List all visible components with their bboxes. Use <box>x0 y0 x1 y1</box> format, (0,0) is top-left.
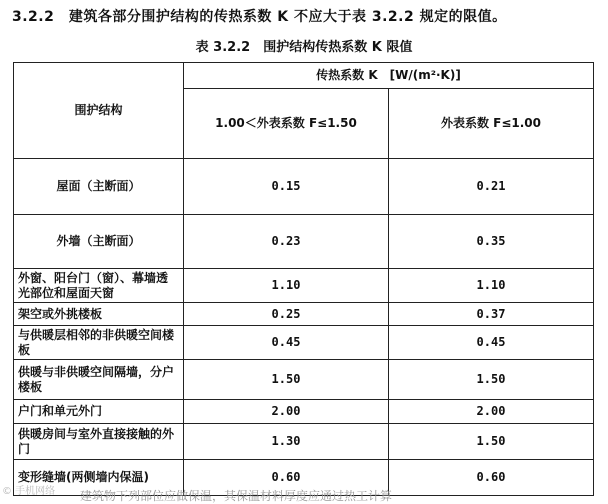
header-f-range: 1.00＜外表系数 F≤1.50 <box>184 89 389 159</box>
table-row <box>14 159 594 215</box>
k-value-b: 2.00 <box>389 400 594 424</box>
section-heading: 3.2.2 建筑各部分围护结构的传热系数 K 不应大于表 3.2.2 规定的限值。 <box>12 9 507 25</box>
table-row <box>14 269 594 303</box>
structure-name: 架空或外挑楼板 <box>14 303 184 326</box>
k-value-a: 1.10 <box>184 269 389 303</box>
table-row <box>14 360 594 400</box>
header-structure: 围护结构 <box>14 63 184 159</box>
table-row <box>14 326 594 360</box>
k-value-a: 0.25 <box>184 303 389 326</box>
structure-name: 供暖房间与室外直接接触的外门 <box>14 424 184 460</box>
k-value-b: 0.45 <box>389 326 594 360</box>
k-value-b: 0.35 <box>389 215 594 269</box>
k-value-a: 0.23 <box>184 215 389 269</box>
structure-name: 与供暖层相邻的非供暖空间楼板 <box>14 326 184 360</box>
k-value-a: 0.60 <box>184 460 389 496</box>
table-caption: 表 3.2.2 围护结构传热系数 K 限值 <box>195 40 413 55</box>
k-value-b: 1.50 <box>389 360 594 400</box>
structure-name: 外窗、阳台门（窗）、幕墙透光部位和屋面天窗 <box>14 269 184 303</box>
k-value-b: 0.21 <box>389 159 594 215</box>
heat-transfer-table <box>13 62 594 496</box>
k-value-a: 0.45 <box>184 326 389 360</box>
header-k: 传热系数 K [W/(m²·K)] <box>184 63 594 89</box>
structure-name: 屋面（主断面） <box>14 159 184 215</box>
structure-name: 变形缝墙(两侧墙内保温) <box>14 460 184 496</box>
table-row <box>14 303 594 326</box>
structure-name: 供暖与非供暖空间隔墙，分户楼板 <box>14 360 184 400</box>
table-row <box>14 400 594 424</box>
k-value-b: 0.37 <box>389 303 594 326</box>
k-value-a: 1.50 <box>184 360 389 400</box>
header-f-low: 外表系数 F≤1.00 <box>389 89 594 159</box>
k-value-a: 2.00 <box>184 400 389 424</box>
k-value-b: 1.10 <box>389 269 594 303</box>
table-row <box>14 424 594 460</box>
cutoff-text: 建筑物下列部位应做保温，其保温材料厚度应通过热工计算 <box>80 489 393 503</box>
k-value-b: 0.60 <box>389 460 594 496</box>
k-value-b: 1.50 <box>389 424 594 460</box>
watermark: © 手机网络 <box>2 486 56 497</box>
structure-name: 户门和单元外门 <box>14 400 184 424</box>
k-value-a: 1.30 <box>184 424 389 460</box>
table-row <box>14 215 594 269</box>
k-value-a: 0.15 <box>184 159 389 215</box>
structure-name: 外墙（主断面） <box>14 215 184 269</box>
